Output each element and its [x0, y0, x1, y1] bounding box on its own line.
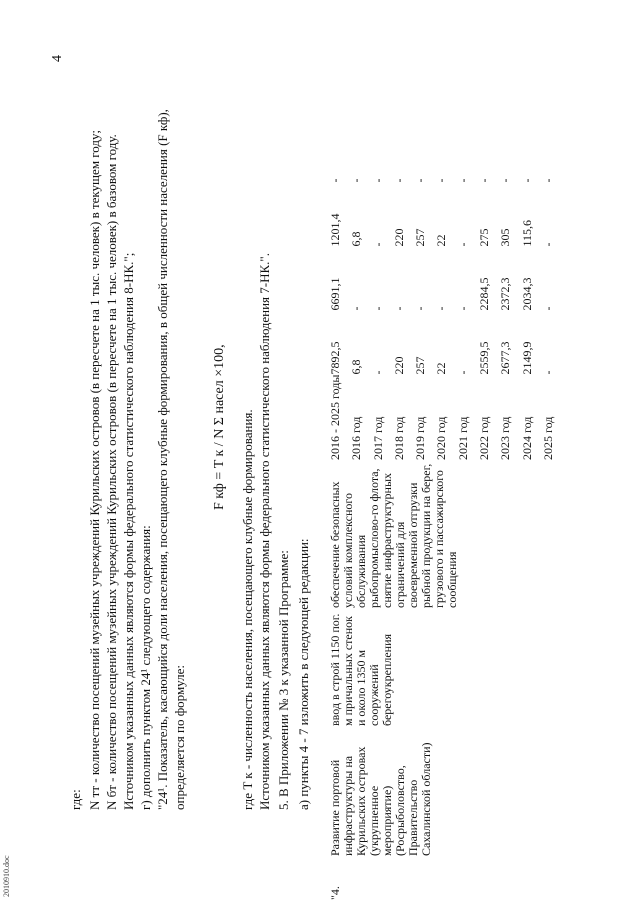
value-total: 7892,5	[328, 341, 342, 375]
period-cell: 2021 год	[455, 416, 470, 460]
value-column-other	[329, 119, 566, 183]
value-regional: -	[370, 242, 385, 247]
measure-goal: обеспечение безопасных условий комплексного обслуживания рыбопромыслово-го флота, снятие инфраструктурных ограничений для своевременной отгрузки рыбной продукции на берег, грузового и пассажирского сообщения	[328, 463, 459, 608]
value-federal: -	[540, 306, 555, 311]
formula: F кф = T к / N Σ насел ×100,	[212, 344, 227, 510]
value-other: -	[370, 178, 385, 183]
value-total: 6,8	[349, 359, 364, 375]
item-a: а) пункты 4 - 7 изложить в следующей редакции:	[296, 538, 311, 810]
where-label: где:	[68, 789, 83, 810]
measure-name: Развитие портовой инфраструктуры на Курильских островах (укрупненное мероприятие) (Росрыболовство, Правительство Сахалинской области)	[328, 742, 433, 856]
value-regional: 257	[413, 228, 428, 247]
paragraph-24-1-cont: определяется по формуле:	[172, 665, 187, 810]
value-other: -	[391, 178, 406, 183]
value-total: 220	[391, 356, 406, 375]
period-cell: 2018 год	[391, 416, 406, 460]
row-number: "4.	[328, 886, 342, 900]
value-other: -	[455, 178, 470, 183]
value-total: 257	[413, 356, 428, 375]
value-regional: 305	[498, 228, 513, 247]
value-regional: 275	[477, 228, 492, 247]
value-other: -	[540, 178, 555, 183]
value-column-federal	[329, 247, 566, 311]
value-federal: -	[413, 306, 428, 311]
period-cell: 2022 год	[477, 416, 492, 460]
value-federal: -	[370, 306, 385, 311]
value-total: 2677,3	[498, 341, 513, 375]
value-federal: -	[349, 306, 364, 311]
value-total: 2559,5	[477, 341, 492, 375]
period-cell: 2019 год	[413, 416, 428, 460]
table-row	[329, 119, 566, 900]
period-cell: 2017 год	[370, 416, 385, 460]
program-table	[329, 119, 566, 900]
value-other: -	[349, 178, 364, 183]
paragraph-24-1: "24¹. Показатель, касающийся доли населения, посещающего клубные формирования, в общей численности населения (F кф),	[155, 109, 170, 810]
value-column-regional	[329, 183, 566, 247]
value-total: -	[540, 370, 555, 375]
document-id: 2010910.doc	[2, 855, 11, 897]
item-5: 5. В Приложении № 3 к указанной Программе:	[276, 550, 291, 810]
value-regional: 220	[391, 228, 406, 247]
page-number: 4	[50, 55, 65, 62]
value-other: -	[519, 178, 534, 183]
period-cell: 2016 год	[349, 416, 364, 460]
value-federal: 2284,5	[477, 277, 492, 311]
value-regional: 6,8	[349, 231, 364, 247]
value-regional: -	[455, 242, 470, 247]
value-federal: -	[391, 306, 406, 311]
period-column	[329, 375, 566, 460]
value-federal: -	[434, 306, 449, 311]
value-regional: -	[540, 242, 555, 247]
period-cell: 2020 год	[434, 416, 449, 460]
value-other: -	[413, 178, 428, 183]
source-8nk: Источником указанных данных являются формы федерального статистического наблюдения 8-НК.";	[121, 252, 136, 810]
definition-n-tt: N тт - количество посещений музейных учреждений Курильских островов (в пересчете на 1 тыс. человек) в текущем году;	[87, 130, 102, 810]
period-cell: 2025 год	[540, 416, 555, 460]
value-other: -	[498, 178, 513, 183]
item-g: г) дополнить пунктом 24¹ следующего содержания:	[138, 525, 153, 810]
value-federal: -	[455, 306, 470, 311]
value-total: -	[455, 370, 470, 375]
where-tk: где T к - численность населения, посещающего клубные формирования.	[240, 409, 255, 810]
measure-action: ввод в строй 1150 пог. м причальных стенок и около 1350 м сооружений берегоукрепления	[328, 613, 394, 726]
value-other: -	[328, 178, 342, 183]
source-7nk: Источником указанных данных являются формы федерального статистического наблюдения 7-НК.".	[257, 253, 272, 810]
value-other: -	[477, 178, 492, 183]
period-cell: 2016 - 2025 годы	[328, 374, 342, 460]
value-federal: 2372,3	[498, 277, 513, 311]
definition-n-bt: N бт - количество посещений музейных учреждений Курильских островов (в пересчете на 1 тыс. человек) в базовом году.	[104, 134, 119, 810]
period-cell: 2024 год	[519, 416, 534, 460]
value-total: 22	[434, 362, 449, 375]
value-federal: 6691,1	[328, 277, 342, 311]
value-other: -	[434, 178, 449, 183]
value-total: -	[370, 370, 385, 375]
value-regional: 1201,4	[328, 213, 342, 247]
value-column-total	[329, 311, 566, 375]
value-regional: 115,6	[519, 219, 534, 247]
value-federal: 2034,3	[519, 277, 534, 311]
period-cell: 2023 год	[498, 416, 513, 460]
value-regional: 22	[434, 234, 449, 247]
value-total: 2149,9	[519, 341, 534, 375]
